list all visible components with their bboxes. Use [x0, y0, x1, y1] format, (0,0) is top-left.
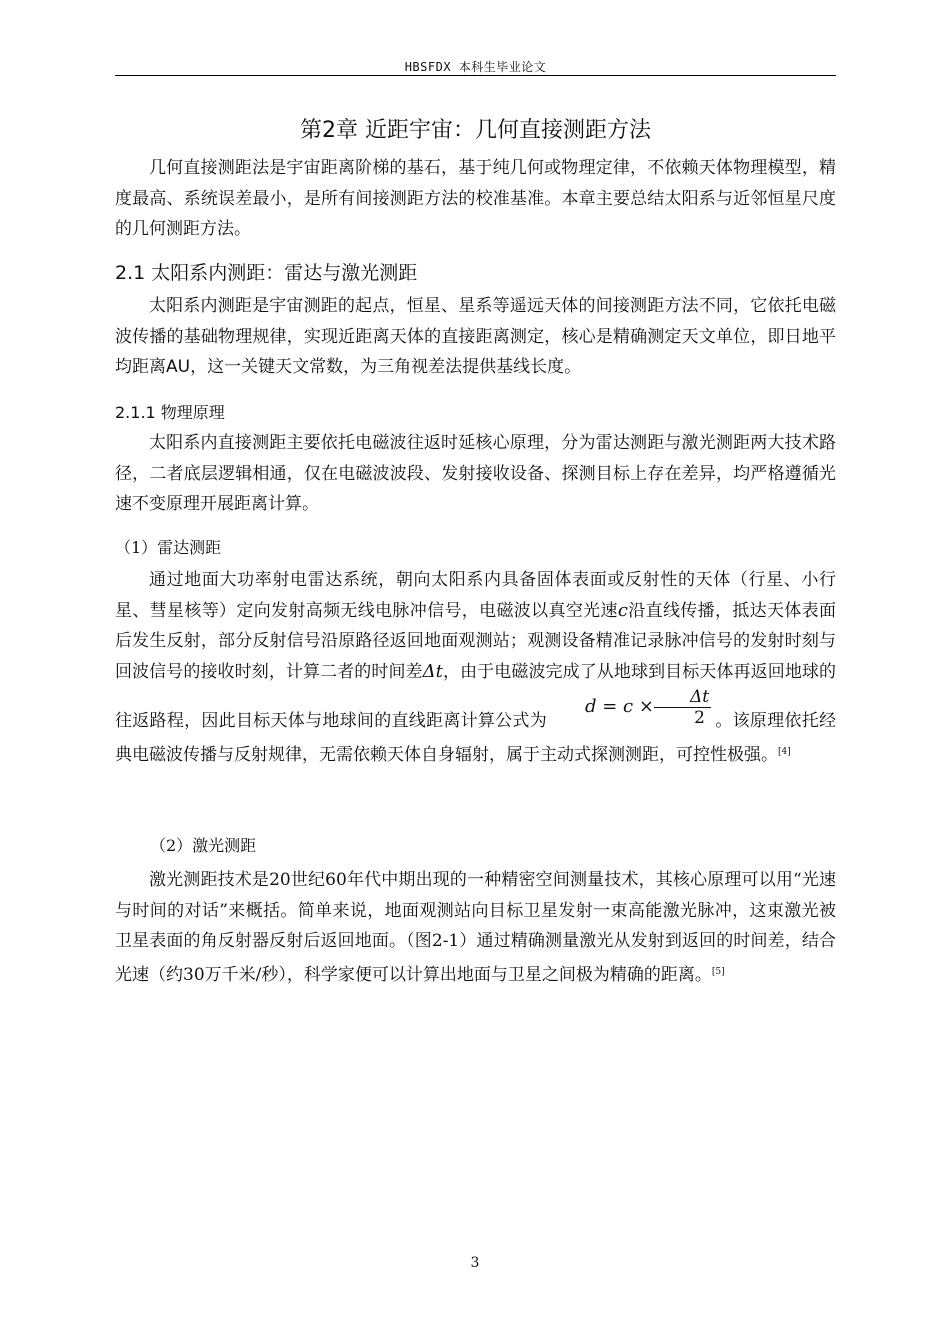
section-2-1-paragraph [115, 291, 836, 383]
formula-fraction [654, 687, 711, 728]
radar-paragraph [115, 565, 836, 770]
paragraph-text: 激光测距技术是20世纪60年代中期出现的一种精密空间测量技术，其核心原理可以用“光速与时间的对话”来概括。简单来说，地面观测站向目标卫星发射一束高能激光脉冲，这束激光被卫星表面的角反射器反射后返回地面。（图2-1）通过精确测量激光从发射到返回的时间差，结合光速（约30万千米/秒），科学家便可以计算出地面与卫星之间极为精确的距离。 [115, 870, 836, 985]
page-number: 3 [470, 1255, 480, 1271]
laser-paragraph [115, 865, 836, 990]
paragraph-text: 太阳系内测距是宇宙测距的起点，恒星、星系等遥远天体的间接测距方法不同，它依托电磁波传播的基础物理规律，实现近距离天体的直接距离测定，核心是精确测定天文单位，即日地平均距离 [115, 296, 836, 377]
formula-numerator: Δt [654, 687, 711, 708]
distance-formula [551, 687, 711, 728]
light-speed-symbol: c [617, 599, 628, 621]
paragraph-text: 。该原理依托经典电磁波传播与反射规律，无需依赖天体自身辐射，属于主动式探测测距，可控性极强。 [115, 711, 837, 765]
header-divider [115, 75, 836, 76]
paragraph-text: 通过地面大功率射电雷达系统，朝向太阳系内具备固体表面或反射性的天体（行星、小行星、彗星核等）定向发射高频无线电脉冲信号，电磁波以真空光速 [115, 570, 836, 621]
radar-subheading: （1）雷达测距 [115, 538, 222, 557]
formula-lhs: d = c × [585, 696, 654, 717]
chapter-title: 第2章 近距宇宙：几何直接测距方法 [300, 118, 651, 143]
paragraph-text: ，由于电磁波完成了从地球到目标天体再返回地球的往返路程，因此目标天体与地球间的直线距离计算公式为 [115, 661, 837, 731]
citation-ref: [4] [778, 746, 791, 757]
running-header: HBSFDX 本科生毕业论文 [404, 60, 547, 74]
paragraph-text: ，这一关键天文常数，为三角视差法提供基线长度。 [190, 357, 582, 377]
intro-paragraph: 几何直接测距法是宇宙距离阶梯的基石，基于纯几何或物理定律，不依赖天体物理模型，精度最高、系统误差最小，是所有间接测距方法的校准基准。本章主要总结太阳系与近邻恒星尺度的几何测距方法。 [115, 158, 836, 239]
laser-subheading: （2）激光测距 [150, 836, 257, 855]
paragraph-text: 沿直线传播，抵达天体表面后发生反射，部分反射信号沿原路径返回地面观测站；观测设备精准记录脉冲信号的发射时刻与回波信号的接收时刻，计算二者的时间差 [115, 600, 837, 682]
formula-denominator: 2 [694, 708, 705, 728]
section-2-1-1-paragraph: 太阳系内直接测距主要依托电磁波往返时延核心原理，分为雷达测距与激光测距两大技术路径，二者底层逻辑相通，仅在电磁波波段、发射接收设备、探测目标上存在差异，均严格遵循光速不变原理开展距离计算。 [115, 433, 836, 514]
section-heading-2-1: 2.1 太阳系内测距：雷达与激光测距 [115, 262, 418, 284]
time-difference-symbol: Δt [422, 660, 443, 682]
section-heading-2-1-1: 2.1.1 物理原理 [115, 403, 225, 422]
au-symbol: AU [166, 357, 191, 377]
citation-ref: [5] [711, 966, 725, 977]
